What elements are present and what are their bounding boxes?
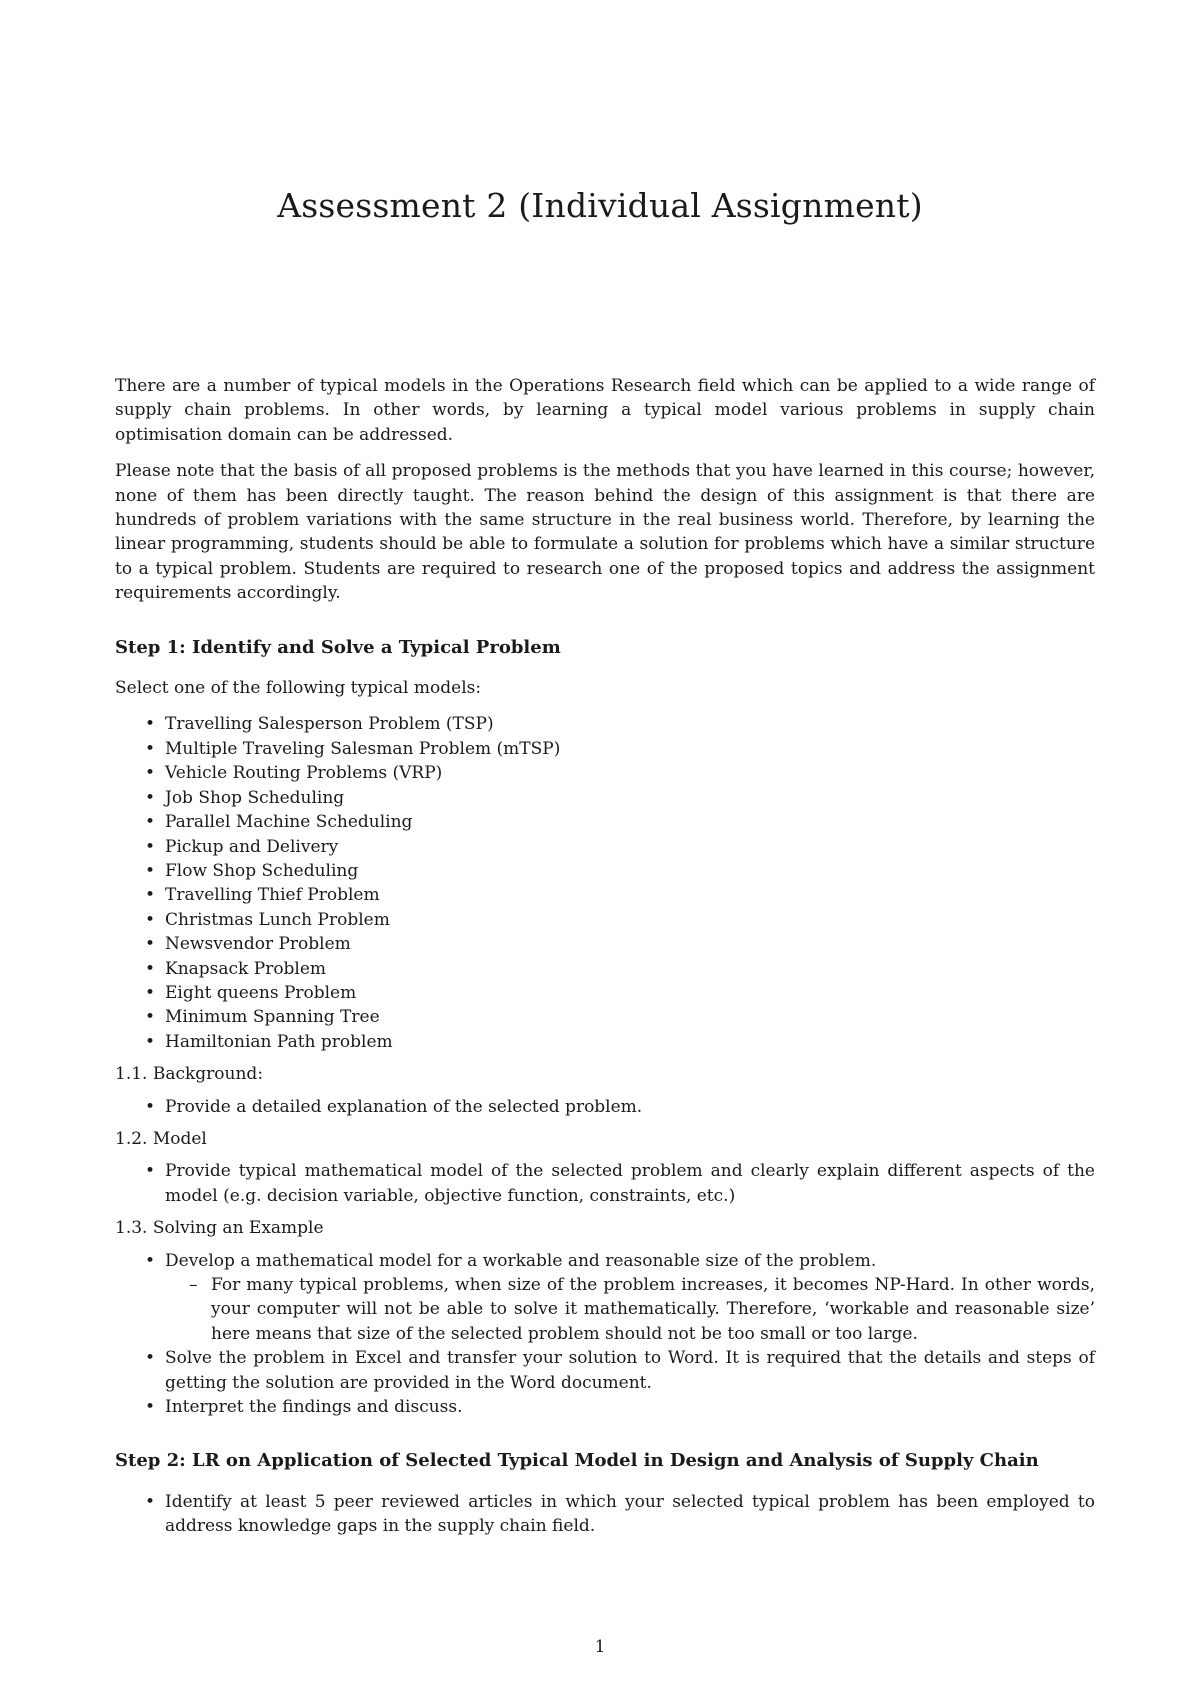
- section-1-3-heading: 1.3. Solving an Example: [115, 1218, 324, 1239]
- list-item: • Travelling Salesperson Problem (TSP): [165, 712, 1095, 736]
- list-item: • Pickup and Delivery: [165, 835, 1095, 859]
- step1-lead: Select one of the following typical models:: [115, 678, 482, 699]
- section-1-2-list: [115, 1159, 1095, 1208]
- step1-heading: Step 1: Identify and Solve a Typical Problem: [115, 636, 561, 658]
- list-item: • Parallel Machine Scheduling: [165, 810, 1095, 834]
- section-1-1-heading: 1.1. Background:: [115, 1064, 264, 1085]
- list-item: • Christmas Lunch Problem: [165, 908, 1095, 932]
- section-1-3-list: [115, 1249, 1095, 1420]
- list-item: • Solve the problem in Excel and transfer your solution to Word. It is required that the details and steps of getting the solution are provided in the Word document.: [165, 1346, 1095, 1395]
- list-item: • Newsvendor Problem: [165, 932, 1095, 956]
- step2-heading: Step 2: LR on Application of Selected Typical Model in Design and Analysis of Supply Chain: [115, 1450, 1039, 1472]
- list-item: • Travelling Thief Problem: [165, 883, 1095, 907]
- list-item: • Provide a detailed explanation of the selected problem.: [165, 1095, 1095, 1119]
- list-item: • Knapsack Problem: [165, 957, 1095, 981]
- list-item: • Provide typical mathematical model of the selected problem and clearly explain different aspects of the model (e.g. decision variable, objective function, constraints, etc.): [165, 1159, 1095, 1208]
- list-item: [165, 1249, 1095, 1347]
- sub-list: [165, 1273, 1095, 1346]
- list-item-text: Develop a mathematical model for a workable and reasonable size of the problem.: [165, 1250, 877, 1271]
- page-number: 1: [594, 1637, 606, 1657]
- intro-paragraph-2: Please note that the basis of all proposed problems is the methods that you have learned in this course; however, none of them has been directly taught. The reason behind the design of this assignment is that there are hundreds of problem variations with the same structure in the real business world. Therefore, by learning the linear programming, students should be able to formulate a solution for problems which have a similar structure to a typical problem. Students are required to research one of the proposed topics and address the assignment requirements accordingly.: [115, 461, 1095, 604]
- list-item: • Job Shop Scheduling: [165, 786, 1095, 810]
- document-title: Assessment 2 (Individual Assignment): [277, 186, 923, 225]
- list-item: • Minimum Spanning Tree: [165, 1005, 1095, 1029]
- intro-paragraph-1: There are a number of typical models in the Operations Research field which can be applied to a wide range of supply chain problems. In other words, by learning a typical model various problems in supply chain optimisation domain can be addressed.: [115, 376, 1095, 445]
- list-item: • Flow Shop Scheduling: [165, 859, 1095, 883]
- list-item: • Eight queens Problem: [165, 981, 1095, 1005]
- list-item: • Multiple Traveling Salesman Problem (mTSP): [165, 737, 1095, 761]
- section-1-2-heading: 1.2. Model: [115, 1128, 207, 1149]
- document-body: [115, 374, 1095, 1547]
- list-item: • Vehicle Routing Problems (VRP): [165, 761, 1095, 785]
- typical-models-list: [115, 712, 1095, 1054]
- list-item: • Hamiltonian Path problem: [165, 1030, 1095, 1054]
- list-item: • Identify at least 5 peer reviewed articles in which your selected typical problem has been employed to address knowledge gaps in the supply chain field.: [165, 1490, 1095, 1539]
- sub-list-item: – For many typical problems, when size of the problem increases, it becomes NP-Hard. In other words, your computer will not be able to solve it mathematically. Therefore, ‘workable and reasonable size’ here means that size of the selected problem should not be too small or too large.: [211, 1273, 1095, 1346]
- step2-list: [115, 1490, 1095, 1539]
- list-item: • Interpret the findings and discuss.: [165, 1395, 1095, 1419]
- section-1-1-list: [115, 1095, 1095, 1119]
